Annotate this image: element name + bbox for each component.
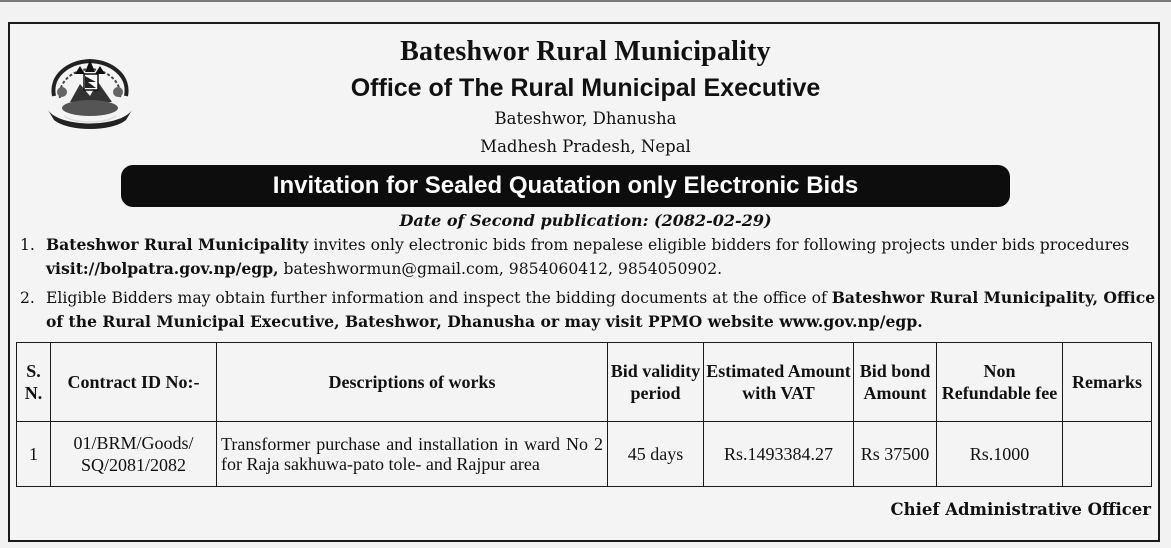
col-header-validity: Bid validity period [608, 343, 704, 422]
bids-table [16, 342, 1152, 487]
address-district: Bateshwor, Dhanusha [494, 109, 677, 128]
col-header-fee: Non Refundable fee [937, 343, 1063, 422]
cell-sn: 1 [17, 422, 51, 487]
publication-date: Date of Second publication: (2082-02-29) [399, 211, 772, 230]
col-header-remarks: Remarks [1063, 343, 1152, 422]
paragraph-1 [20, 233, 1160, 281]
cell-estimate: Rs.1493384.27 [704, 422, 854, 487]
table-header-row [17, 343, 1152, 422]
address-province: Madhesh Pradesh, Nepal [480, 137, 691, 156]
cell-fee: Rs.1000 [937, 422, 1063, 487]
cell-bid-bond: Rs 37500 [854, 422, 937, 487]
municipality-name: Bateshwor Rural Municipality [400, 36, 771, 67]
office-name: Office of The Rural Municipal Executive [350, 74, 821, 102]
bolpatra-link[interactable]: visit://bolpatra.gov.np/egp, [46, 259, 279, 278]
col-header-contract-id: Contract ID No:- [51, 343, 217, 422]
col-header-bid-bond: Bid bond Amount [854, 343, 937, 422]
cell-validity: 45 days [608, 422, 704, 487]
cell-contract-id: 01/BRM/Goods/ SQ/2081/2082 [51, 422, 217, 487]
paragraph-number: 2. [20, 289, 35, 307]
signatory-title: Chief Administrative Officer [890, 500, 1151, 519]
col-header-estimate: Estimated Amount with VAT [704, 343, 854, 422]
paragraph-2 [20, 286, 1160, 334]
contact-details: bateshwormun@gmail.com, 9854060412, 9854050902. [278, 260, 723, 278]
col-header-sn: S. N. [17, 343, 51, 422]
table-row [17, 422, 1152, 487]
cell-remarks [1063, 422, 1152, 487]
municipality-name-inline: Bateshwor Rural Municipality [46, 235, 309, 254]
office-and-website: Bateshwor Rural Municipality, Office of the Rural Municipal Executive, Bateshwor, Dhanusha or may visit PPMO website www.gov.np/egp. [46, 288, 1156, 331]
cell-description: Transformer purchase and installation in ward No 2 for Raja sakhuwa-pato tole- and Rajpur area [217, 422, 608, 487]
paragraph-text: Eligible Bidders may obtain further information and inspect the bidding documents at the office of [46, 289, 832, 307]
top-divider [0, 0, 1171, 2]
paragraph-number: 1. [20, 236, 35, 254]
col-header-description: Descriptions of works [217, 343, 608, 422]
paragraph-text: invites only electronic bids from nepalese eligible bidders for following projects under bids procedures [308, 236, 1130, 254]
notice-title-banner: Invitation for Sealed Quatation only Electronic Bids [121, 165, 1010, 207]
